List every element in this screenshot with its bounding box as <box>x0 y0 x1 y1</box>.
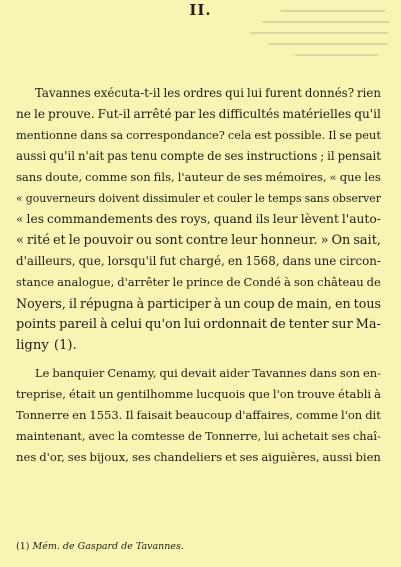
word: ordonnait <box>203 317 267 332</box>
word: pas <box>107 149 128 163</box>
word: ordres <box>183 86 223 100</box>
word: bijoux, <box>89 450 129 464</box>
word: par <box>174 107 196 121</box>
word: de <box>187 429 202 443</box>
word: Tonnerre, <box>204 429 262 443</box>
word: lucquois <box>196 387 246 401</box>
word: On <box>331 233 351 248</box>
word: chaî- <box>352 429 381 443</box>
word: que <box>339 170 362 184</box>
word: qui <box>159 366 178 380</box>
word: château <box>317 275 364 289</box>
word: Noyers, <box>16 296 66 311</box>
word: ou <box>136 233 153 248</box>
word: nes <box>16 450 37 464</box>
word: exécuta-t-il <box>93 86 161 100</box>
word: aussi <box>16 149 47 163</box>
footnote <box>16 541 381 552</box>
paragraph-gap <box>16 356 381 363</box>
word: Il <box>125 408 134 422</box>
word: roys, <box>180 212 211 226</box>
word: 1553. <box>89 408 123 422</box>
word: quand <box>213 212 253 226</box>
word: doute, <box>45 170 83 184</box>
word: les <box>198 107 216 121</box>
word: n'ait <box>77 149 105 163</box>
word: le <box>172 275 184 289</box>
word: dans <box>80 128 108 142</box>
word: son <box>130 170 151 184</box>
word: stance <box>16 275 55 289</box>
paragraph <box>16 363 381 468</box>
word: ligny <box>16 338 49 353</box>
word: tenter <box>288 317 329 332</box>
word: à <box>100 317 108 332</box>
word: fils, <box>153 170 175 184</box>
word: » <box>320 233 329 248</box>
word: celui <box>110 317 142 332</box>
text-line <box>16 405 381 426</box>
word: Fut-il <box>97 107 131 121</box>
text-line <box>16 167 381 188</box>
word: à <box>213 296 222 311</box>
word: achetait <box>281 429 329 443</box>
word: l'on <box>272 387 295 401</box>
text-line <box>16 146 381 167</box>
word: leur <box>231 233 258 248</box>
word: trouve <box>297 387 335 401</box>
word: qu'il <box>49 149 75 163</box>
word: instructions <box>246 149 318 163</box>
text-line <box>16 272 381 293</box>
word: sont <box>155 233 183 248</box>
word: comtesse <box>131 429 185 443</box>
word: sait, <box>353 233 381 248</box>
word: de <box>226 275 241 289</box>
word: de <box>207 149 222 163</box>
word: aiguières, <box>261 450 320 464</box>
word: prince <box>186 275 224 289</box>
word: des <box>155 212 178 226</box>
word: temps <box>267 192 302 205</box>
word: ils <box>255 212 270 226</box>
word: beaucoup <box>175 408 233 422</box>
word: répugna <box>80 296 134 311</box>
word: le <box>254 192 265 205</box>
word: est <box>254 128 272 142</box>
text-line <box>16 230 381 251</box>
word: aussi <box>322 450 353 464</box>
word: ; <box>320 149 325 163</box>
word: et <box>225 450 237 464</box>
word: l'auteur <box>177 170 224 184</box>
word: ses <box>224 149 244 163</box>
word: banquier <box>52 366 105 380</box>
word: difficultés <box>218 107 280 121</box>
word: matérielles <box>282 107 352 121</box>
word: Condé <box>243 275 281 289</box>
word: en <box>227 254 243 268</box>
word: pouvoir <box>83 233 134 248</box>
word: ses <box>243 170 263 184</box>
word: il <box>68 296 78 311</box>
word: en <box>334 296 351 311</box>
word: mentionne <box>16 128 78 142</box>
word: d'arrêter <box>117 275 170 289</box>
word: de <box>269 317 286 332</box>
word: circon- <box>339 254 381 268</box>
word: lui <box>264 429 279 443</box>
text-line <box>16 83 381 104</box>
word: son <box>339 366 360 380</box>
word: doivent <box>98 192 140 205</box>
word: qui <box>225 86 244 100</box>
word: un <box>224 296 241 311</box>
word: contre <box>185 233 229 248</box>
text-line <box>16 314 381 335</box>
word: cela <box>227 128 252 142</box>
word: lui <box>184 317 201 332</box>
word: points <box>16 317 57 332</box>
word: qu'on <box>144 317 182 332</box>
word: possible. <box>274 128 326 142</box>
text-line <box>16 104 381 125</box>
word: tenu <box>130 149 158 163</box>
word: et <box>52 233 66 248</box>
word: à <box>136 296 145 311</box>
word: chargé, <box>179 254 225 268</box>
text-line <box>16 188 381 209</box>
word: dit <box>365 408 381 422</box>
word: de <box>366 275 381 289</box>
text-line <box>16 384 381 405</box>
text-line <box>16 125 381 146</box>
word: « <box>16 233 24 248</box>
word: Tavannes <box>35 86 91 100</box>
word: les <box>26 212 45 226</box>
word: pareil <box>59 317 98 332</box>
word: observer <box>332 192 381 205</box>
page-number: II. <box>189 1 212 19</box>
word: lorsqu'il <box>107 254 157 268</box>
word: rité <box>26 233 50 248</box>
paragraph <box>16 83 381 356</box>
word: ses <box>131 450 151 464</box>
word: gentilhomme <box>116 387 194 401</box>
word: avec <box>88 429 115 443</box>
footnote-text: Mém. de Gaspard de Tavannes. <box>32 541 184 552</box>
word: de <box>226 170 241 184</box>
word: Tavannes <box>252 366 307 380</box>
word: faisait <box>136 408 173 422</box>
word: Cenamy, <box>107 366 157 380</box>
word: Ma- <box>355 317 381 332</box>
body-text <box>16 83 381 468</box>
word: devait <box>180 366 217 380</box>
word: à <box>283 275 291 289</box>
text-line <box>16 251 381 272</box>
word: il <box>327 149 335 163</box>
word: ses <box>239 450 259 464</box>
text-line <box>16 447 381 468</box>
word: rien <box>357 86 381 100</box>
word: fut <box>159 254 177 268</box>
text-line <box>16 293 381 314</box>
word: aider <box>219 366 250 380</box>
word: se <box>339 128 352 142</box>
word: sans <box>304 192 330 205</box>
word: sa <box>110 128 124 142</box>
word: était <box>68 387 96 401</box>
word: mémoires, <box>265 170 327 184</box>
word: dissimuler <box>142 192 201 205</box>
word: que, <box>78 254 105 268</box>
word: lui <box>246 86 263 100</box>
word: son <box>293 275 315 289</box>
word: en <box>72 408 87 422</box>
word: participer <box>147 296 211 311</box>
word: Tonnerre <box>16 408 70 422</box>
word: donnés? <box>304 86 355 100</box>
word: que <box>248 387 270 401</box>
word: peut <box>354 128 381 142</box>
word: « <box>329 170 337 184</box>
word: compte <box>160 149 205 163</box>
word: un <box>98 387 114 401</box>
word: les <box>364 170 381 184</box>
word: couler <box>217 192 252 205</box>
word: l'auto- <box>341 212 381 226</box>
word: lèvent <box>300 212 339 226</box>
word: sur <box>331 317 353 332</box>
word: Il <box>328 128 337 142</box>
text-line <box>16 363 381 384</box>
word: l'on <box>341 408 363 422</box>
word: analogue, <box>57 275 115 289</box>
word: leur <box>272 212 298 226</box>
word: en- <box>362 366 381 380</box>
word: Le <box>35 366 50 380</box>
word: comme <box>85 170 128 184</box>
word: « <box>16 212 24 226</box>
word: et <box>203 192 214 205</box>
word: honneur. <box>260 233 318 248</box>
word: d'ailleurs, <box>16 254 76 268</box>
word: « <box>16 192 23 205</box>
word: gouverneurs <box>25 192 96 205</box>
word: ses <box>331 429 350 443</box>
word: à <box>374 387 381 401</box>
word: chandeliers <box>153 450 223 464</box>
word: de <box>277 296 294 311</box>
word: tous <box>353 296 381 311</box>
word: établi <box>338 387 372 401</box>
word: treprise, <box>16 387 66 401</box>
word: coup <box>243 296 275 311</box>
word: le <box>33 107 46 121</box>
word: bien <box>355 450 381 464</box>
word: sans <box>16 170 43 184</box>
word: le <box>68 233 81 248</box>
word: dans <box>309 366 337 380</box>
word: (1). <box>53 338 77 353</box>
word: main, <box>296 296 332 311</box>
text-line <box>16 426 381 447</box>
word: correspondance? <box>126 128 225 142</box>
word: comme <box>296 408 339 422</box>
text-line <box>16 209 381 230</box>
word: prouve. <box>48 107 95 121</box>
word: d'affaires, <box>235 408 294 422</box>
word: 1568, <box>245 254 280 268</box>
word: la <box>117 429 129 443</box>
word: les <box>163 86 181 100</box>
word: commandements <box>47 212 153 226</box>
word: ne <box>16 107 31 121</box>
word: maintenant, <box>16 429 86 443</box>
word: d'or, <box>39 450 65 464</box>
word: arrêté <box>133 107 172 121</box>
word: ses <box>67 450 87 464</box>
word: dans <box>282 254 311 268</box>
text-line <box>16 335 381 356</box>
word: qu'il <box>354 107 381 121</box>
footnote-mark: (1) <box>16 541 30 552</box>
word: furent <box>265 86 302 100</box>
word: une <box>314 254 337 268</box>
word: pensait <box>337 149 381 163</box>
